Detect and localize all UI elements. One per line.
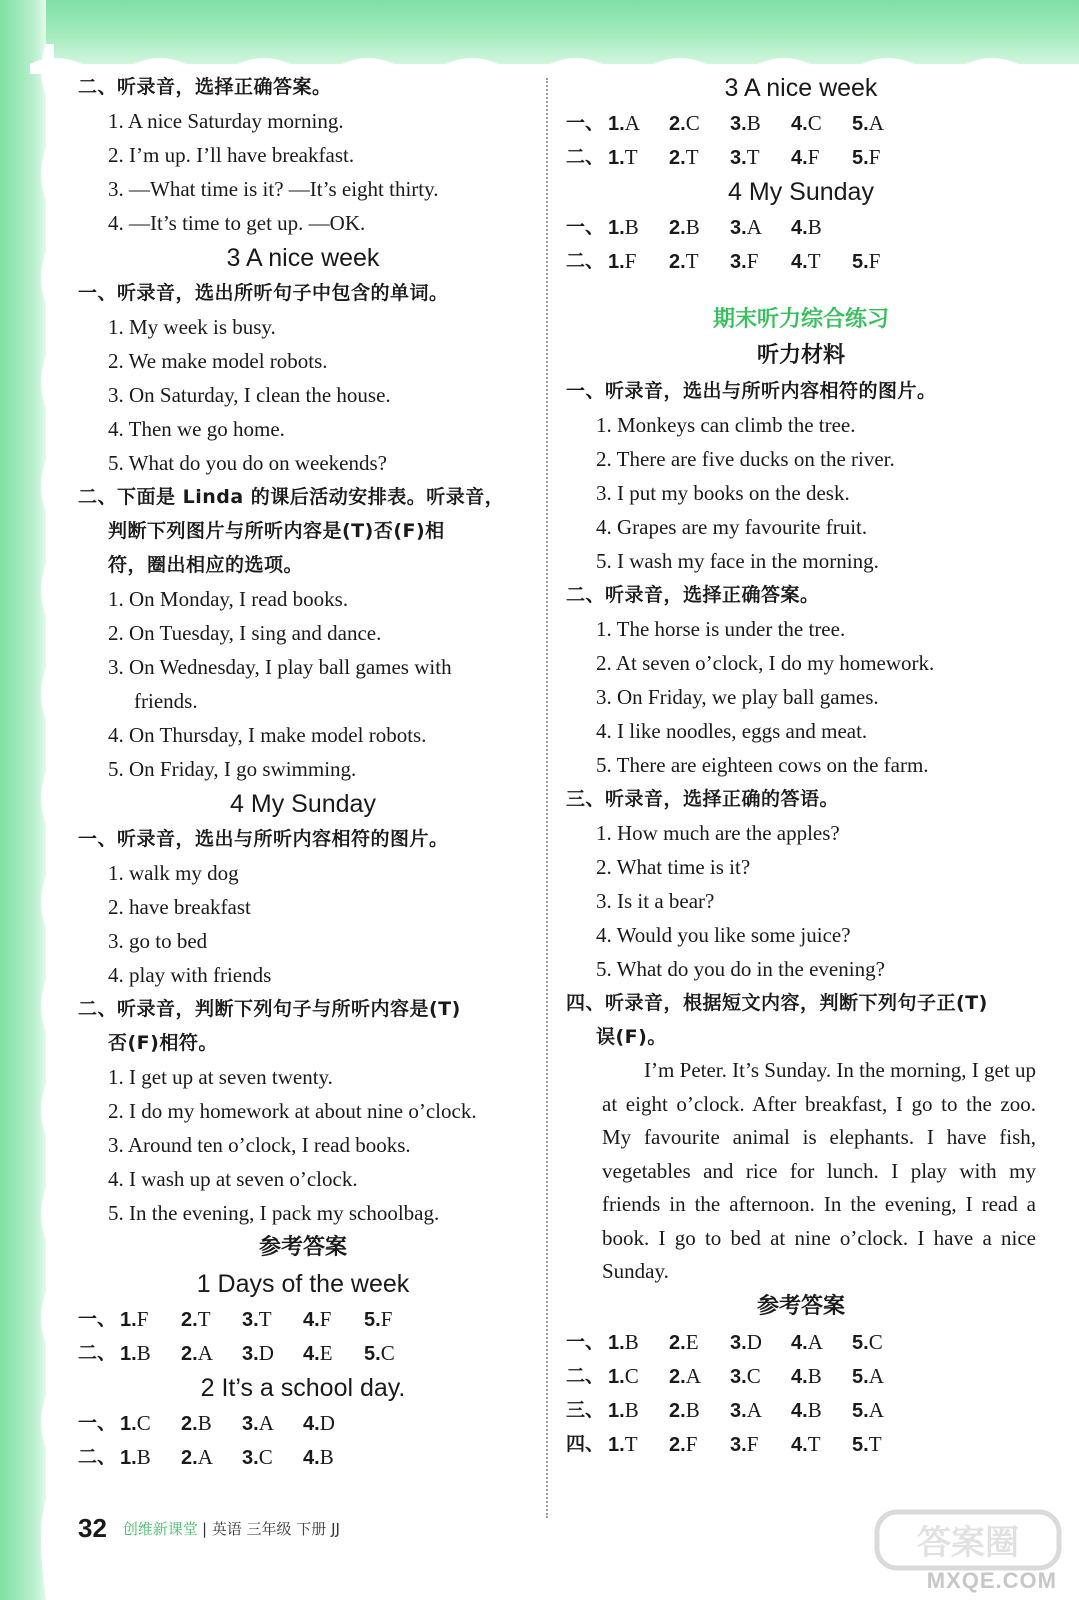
answer-item <box>608 1393 669 1427</box>
answer-row <box>78 1336 528 1370</box>
answer-item <box>791 1325 852 1359</box>
list-item: 2. I do my homework at about nine o’clock. <box>108 1099 477 1123</box>
answer-value: A <box>868 1397 884 1422</box>
answer-value: C <box>624 1363 639 1388</box>
answer-number: 3. <box>242 1447 259 1469</box>
answer-value: T <box>807 1431 821 1456</box>
answer-value: T <box>624 145 638 169</box>
answer-value: F <box>746 249 759 273</box>
answer-item <box>364 1336 425 1370</box>
answer-number: 2. <box>669 251 686 273</box>
list-item: 3. go to bed <box>108 929 208 953</box>
list-item: 2. At seven o’clock, I do my homework. <box>596 651 935 675</box>
answer-value: E <box>319 1341 333 1365</box>
answer-row <box>78 1302 528 1336</box>
answer-number: 4. <box>303 1343 320 1365</box>
list-item: 4. I wash up at seven o’clock. <box>108 1167 358 1191</box>
answer-row <box>566 1393 1036 1427</box>
answer-number: 1. <box>608 1399 625 1422</box>
answer-value: B <box>319 1445 334 1469</box>
unit-heading: 1 Days of the week <box>196 1270 410 1298</box>
list-item: 1. Monkeys can climb the tree. <box>596 413 856 437</box>
answer-item <box>791 1427 852 1461</box>
answer-number: 4. <box>791 251 808 273</box>
answer-value: F <box>136 1307 149 1331</box>
answer-section-label: 三、 <box>566 1398 605 1421</box>
answer-value: C <box>868 1329 883 1354</box>
list-item: 2. What time is it? <box>596 855 751 879</box>
answer-item <box>120 1336 181 1370</box>
answer-number: 4. <box>791 217 808 239</box>
answer-row <box>566 140 1036 174</box>
section-instruction-continued: 否(F)相符。 <box>108 1032 218 1054</box>
answer-number: 3. <box>730 1365 747 1388</box>
watermark-text: MXQE.COM <box>926 1568 1057 1593</box>
answer-number: 5. <box>364 1309 381 1331</box>
watermark-logo-text: 答案圈 <box>917 1523 1019 1563</box>
list-item: 2. There are five ducks on the river. <box>596 447 895 471</box>
answer-item <box>608 244 669 278</box>
answer-value: A <box>258 1411 274 1435</box>
section-instruction: 二、听录音，选择正确答案。 <box>78 76 332 98</box>
answer-row <box>78 1440 528 1474</box>
answer-item <box>303 1406 364 1440</box>
answer-value: D <box>258 1341 274 1365</box>
answer-item <box>608 106 669 140</box>
answer-number: 1. <box>120 1447 137 1469</box>
answer-value: T <box>746 145 760 169</box>
spacer <box>566 278 1036 302</box>
answer-number: 2. <box>181 1343 198 1365</box>
list-item: 4. Would you like some juice? <box>596 923 851 947</box>
list-item: 3. I put my books on the desk. <box>596 481 850 505</box>
answer-number: 5. <box>852 1365 869 1388</box>
section-instruction-continued: 误(F)。 <box>596 1026 667 1048</box>
answer-row <box>566 244 1036 278</box>
answer-number: 3. <box>730 147 747 169</box>
list-item: 2. We make model robots. <box>108 349 328 373</box>
answer-item <box>730 244 791 278</box>
brand-name: 创维新课堂 <box>122 1519 198 1538</box>
exam-heading: 期末听力综合练习 <box>712 307 889 332</box>
answer-number: 4. <box>791 1433 808 1456</box>
section-heading: 参考答案 <box>756 1293 845 1319</box>
answer-value: C <box>685 111 700 135</box>
section-instruction: 二、听录音，选择正确答案。 <box>566 584 820 606</box>
answer-row <box>566 210 1036 244</box>
answer-item <box>303 1302 364 1336</box>
answer-item <box>608 1359 669 1393</box>
list-item: 5. What do you do in the evening? <box>596 957 885 981</box>
answer-number: 1. <box>608 1365 625 1388</box>
book-info: | 英语 三年级 下册 JJ <box>201 1519 340 1538</box>
answer-item <box>242 1302 303 1336</box>
answer-number: 2. <box>669 1399 686 1422</box>
answer-value: C <box>746 1363 761 1388</box>
list-item: 4. Then we go home. <box>108 417 285 441</box>
answer-value: B <box>197 1411 212 1435</box>
section-instruction: 三、听录音，选择正确的答语。 <box>566 788 840 810</box>
list-item: 3. Is it a bear? <box>596 889 715 913</box>
answer-item <box>120 1440 181 1474</box>
list-item: 5. In the evening, I pack my schoolbag. <box>108 1201 440 1225</box>
unit-heading: 2 It’s a school day. <box>200 1374 406 1402</box>
answer-number: 3. <box>730 113 747 135</box>
answer-value: T <box>807 249 821 273</box>
list-item: 3. Around ten o’clock, I read books. <box>108 1133 411 1157</box>
answer-item <box>730 210 791 244</box>
answer-row <box>566 106 1036 140</box>
list-item: 3. On Saturday, I clean the house. <box>108 383 391 407</box>
list-item: 1. I get up at seven twenty. <box>108 1065 333 1089</box>
answer-section-label: 一、 <box>566 216 605 238</box>
answer-number: 3. <box>730 1433 747 1456</box>
answer-item <box>852 244 913 278</box>
list-item: 4. —It’s time to get up. —OK. <box>108 211 366 235</box>
answer-number: 4. <box>791 1331 808 1354</box>
answer-number: 4. <box>303 1413 320 1435</box>
answer-section-label: 一、 <box>566 112 605 134</box>
list-item: 1. How much are the apples? <box>596 821 840 845</box>
answer-value: F <box>807 145 820 169</box>
answer-value: T <box>685 249 699 273</box>
answer-section-label: 一、 <box>78 1412 117 1434</box>
list-item: 3. On Wednesday, I play ball games with <box>108 655 452 679</box>
answer-section-label: 二、 <box>78 1446 117 1468</box>
unit-heading: 4 My Sunday <box>728 178 874 206</box>
answer-number: 1. <box>608 1433 625 1456</box>
answer-value: E <box>685 1329 699 1354</box>
section-heading: 听力材料 <box>756 343 845 368</box>
answer-item <box>608 210 669 244</box>
answer-number: 2. <box>181 1413 198 1435</box>
answer-section-label: 二、 <box>566 146 605 168</box>
answer-value: B <box>624 215 639 239</box>
answer-value: D <box>319 1411 335 1435</box>
answer-item <box>852 1427 913 1461</box>
answer-number: 2. <box>669 113 686 135</box>
answer-value: F <box>380 1307 393 1331</box>
list-item-continued: friends. <box>134 689 198 713</box>
answer-item <box>791 106 852 140</box>
answer-item <box>730 1325 791 1359</box>
answer-value: A <box>624 111 640 135</box>
answer-value: B <box>685 1397 700 1422</box>
page-number: 32 <box>78 1512 107 1543</box>
answer-item <box>730 1393 791 1427</box>
answer-value: B <box>807 215 822 239</box>
answer-number: 2. <box>669 1365 686 1388</box>
answer-number: 2. <box>181 1309 198 1331</box>
answer-value: A <box>746 1397 762 1422</box>
answer-section-label: 一、 <box>78 1308 117 1330</box>
list-item: 1. The horse is under the tree. <box>596 617 846 641</box>
answer-value: B <box>746 111 761 135</box>
answer-item <box>669 1427 730 1461</box>
answer-item <box>791 244 852 278</box>
answer-number: 2. <box>181 1447 198 1469</box>
answer-number: 1. <box>608 251 625 273</box>
list-item: 4. I like noodles, eggs and meat. <box>596 719 868 743</box>
list-item: 2. On Tuesday, I sing and dance. <box>108 621 382 645</box>
answer-value: T <box>258 1307 272 1331</box>
column-divider <box>546 78 548 1518</box>
answer-value: F <box>685 1431 698 1456</box>
list-item: 4. On Thursday, I make model robots. <box>108 723 427 747</box>
answer-value: B <box>807 1363 822 1388</box>
left-column <box>78 70 528 1474</box>
answer-value: A <box>807 1329 823 1354</box>
answer-number: 2. <box>669 147 686 169</box>
list-item: 5. On Friday, I go swimming. <box>108 757 357 781</box>
answer-number: 3. <box>730 251 747 273</box>
answer-row <box>78 1406 528 1440</box>
section-instruction: 四、听录音，根据短文内容，判断下列句子正(T) <box>566 992 988 1014</box>
answer-item <box>181 1440 242 1474</box>
list-item: 2. I’m up. I’ll have breakfast. <box>108 143 355 167</box>
answer-item <box>364 1302 425 1336</box>
answer-number: 4. <box>303 1447 320 1469</box>
answer-row <box>566 1427 1036 1461</box>
answer-value: B <box>624 1397 639 1422</box>
answer-number: 3. <box>242 1343 259 1365</box>
answer-item <box>669 210 730 244</box>
answer-item <box>791 1393 852 1427</box>
answer-number: 5. <box>364 1343 381 1365</box>
answer-section-label: 四、 <box>566 1432 605 1455</box>
answer-value: T <box>868 1431 882 1456</box>
list-item: 5. There are eighteen cows on the farm. <box>596 753 929 777</box>
answer-number: 5. <box>852 1399 869 1422</box>
answer-item <box>669 1393 730 1427</box>
answer-item <box>608 1325 669 1359</box>
unit-heading: 3 A nice week <box>226 244 380 272</box>
answer-value: F <box>746 1431 759 1456</box>
list-item: 1. walk my dog <box>108 861 239 885</box>
answer-item <box>303 1336 364 1370</box>
answer-number: 4. <box>791 1399 808 1422</box>
answer-item <box>242 1336 303 1370</box>
answer-number: 1. <box>120 1309 137 1331</box>
answer-value: A <box>197 1341 213 1365</box>
answer-value: A <box>197 1445 213 1469</box>
section-instruction: 一、听录音，选出与所听内容相符的图片。 <box>78 828 449 850</box>
answer-section-label: 二、 <box>78 1342 117 1364</box>
answer-value: B <box>807 1397 822 1422</box>
answer-number: 5. <box>852 1433 869 1456</box>
answer-value: C <box>807 111 822 135</box>
section-instruction: 二、听录音，判断下列句子与所听内容是(T) <box>78 998 461 1020</box>
answer-number: 4. <box>791 147 808 169</box>
answer-number: 3. <box>730 1331 747 1354</box>
answer-section-label: 二、 <box>566 1364 605 1387</box>
answer-item <box>120 1302 181 1336</box>
answer-number: 2. <box>669 1433 686 1456</box>
answer-value: A <box>868 1363 884 1388</box>
list-item: 3. —What time is it? —It’s eight thirty. <box>108 177 439 201</box>
answer-value: D <box>746 1329 762 1354</box>
answer-item <box>852 140 913 174</box>
answer-number: 4. <box>303 1309 320 1331</box>
answer-number: 3. <box>730 217 747 239</box>
answer-number: 1. <box>120 1343 137 1365</box>
answer-item <box>181 1406 242 1440</box>
section-instruction: 二、下面是 Linda 的课后活动安排表。听录音， <box>78 486 505 508</box>
answer-item <box>730 140 791 174</box>
answer-item <box>791 1359 852 1393</box>
answer-value: C <box>136 1411 151 1435</box>
list-item: 4. play with friends <box>108 963 272 987</box>
passage-text: I’m Peter. It’s Sunday. In the morning, I get up at eight o’clock. After breakfast, I go to the zoo. My favourite animal is elephants. I have fish, vegetables and rice for lunch. I play with my friends in the afternoon. In the evening, I read a book. I go to bed at nine o’clock. I have a nice Sunday. <box>602 1058 1036 1283</box>
answer-number: 4. <box>791 1365 808 1388</box>
answer-number: 1. <box>608 1331 625 1354</box>
answer-item <box>730 1427 791 1461</box>
answer-item <box>852 1325 913 1359</box>
answer-number: 3. <box>730 1399 747 1422</box>
answer-number: 5. <box>852 113 869 135</box>
answer-item <box>791 210 852 244</box>
answer-number: 1. <box>120 1413 137 1435</box>
answer-item <box>852 1359 913 1393</box>
answer-value: A <box>868 111 884 135</box>
answer-value: T <box>197 1307 211 1331</box>
answer-number: 5. <box>852 1331 869 1354</box>
answer-value: B <box>136 1341 151 1365</box>
answer-value: F <box>868 145 881 169</box>
answer-item <box>181 1302 242 1336</box>
answer-item <box>730 106 791 140</box>
answer-item <box>669 1325 730 1359</box>
answer-number: 3. <box>242 1413 259 1435</box>
answer-value: C <box>258 1445 273 1469</box>
unit-heading: 4 My Sunday <box>230 790 376 818</box>
answer-item <box>242 1440 303 1474</box>
answer-number: 3. <box>242 1309 259 1331</box>
page-footer <box>78 1508 340 1548</box>
answer-item <box>669 244 730 278</box>
answer-number: 5. <box>852 251 869 273</box>
answer-item <box>303 1440 364 1474</box>
list-item: 3. On Friday, we play ball games. <box>596 685 879 709</box>
answer-value: F <box>319 1307 332 1331</box>
list-item: 5. I wash my face in the morning. <box>596 549 879 573</box>
answer-number: 2. <box>669 1331 686 1354</box>
answer-row <box>566 1325 1036 1359</box>
answer-item <box>242 1406 303 1440</box>
answer-number: 5. <box>852 147 869 169</box>
answer-value: F <box>868 249 881 273</box>
section-instruction: 一、听录音，选出所听句子中包含的单词。 <box>78 282 449 304</box>
answer-row <box>566 1359 1036 1393</box>
answer-value: A <box>685 1363 701 1388</box>
answer-item <box>669 1359 730 1393</box>
list-item: 2. have breakfast <box>108 895 251 919</box>
answer-number: 1. <box>608 217 625 239</box>
answer-value: B <box>685 215 700 239</box>
answer-item <box>181 1336 242 1370</box>
answer-item <box>608 140 669 174</box>
answer-value: B <box>136 1445 151 1469</box>
answer-item <box>791 140 852 174</box>
answer-number: 1. <box>608 147 625 169</box>
answer-value: T <box>624 1431 638 1456</box>
answer-number: 2. <box>669 217 686 239</box>
answer-number: 1. <box>608 113 625 135</box>
unit-heading: 3 A nice week <box>724 74 878 102</box>
right-column <box>566 70 1036 1461</box>
section-heading: 参考答案 <box>258 1235 347 1260</box>
answer-value: C <box>380 1341 395 1365</box>
answer-item <box>608 1427 669 1461</box>
answer-section-label: 二、 <box>566 250 605 272</box>
list-item: 5. What do you do on weekends? <box>108 451 387 475</box>
answer-item <box>669 106 730 140</box>
list-item: 4. Grapes are my favourite fruit. <box>596 515 868 539</box>
section-instruction-continued: 判断下列图片与所听内容是(T)否(F)相 <box>108 520 445 542</box>
list-item: 1. On Monday, I read books. <box>108 587 349 611</box>
answer-value: T <box>685 145 699 169</box>
list-item: 1. A nice Saturday morning. <box>108 109 344 133</box>
answer-item <box>669 140 730 174</box>
answer-section-label: 一、 <box>566 1330 605 1353</box>
list-item: 1. My week is busy. <box>108 315 276 339</box>
answer-item <box>852 1393 913 1427</box>
section-instruction: 一、听录音，选出与所听内容相符的图片。 <box>566 380 937 402</box>
answer-item <box>120 1406 181 1440</box>
answer-number: 4. <box>791 113 808 135</box>
section-instruction-continued: 符，圈出相应的选项。 <box>108 554 304 576</box>
answer-value: F <box>624 249 637 273</box>
answer-item <box>730 1359 791 1393</box>
answer-item <box>852 106 913 140</box>
answer-value: A <box>746 215 762 239</box>
answer-value: B <box>624 1329 639 1354</box>
